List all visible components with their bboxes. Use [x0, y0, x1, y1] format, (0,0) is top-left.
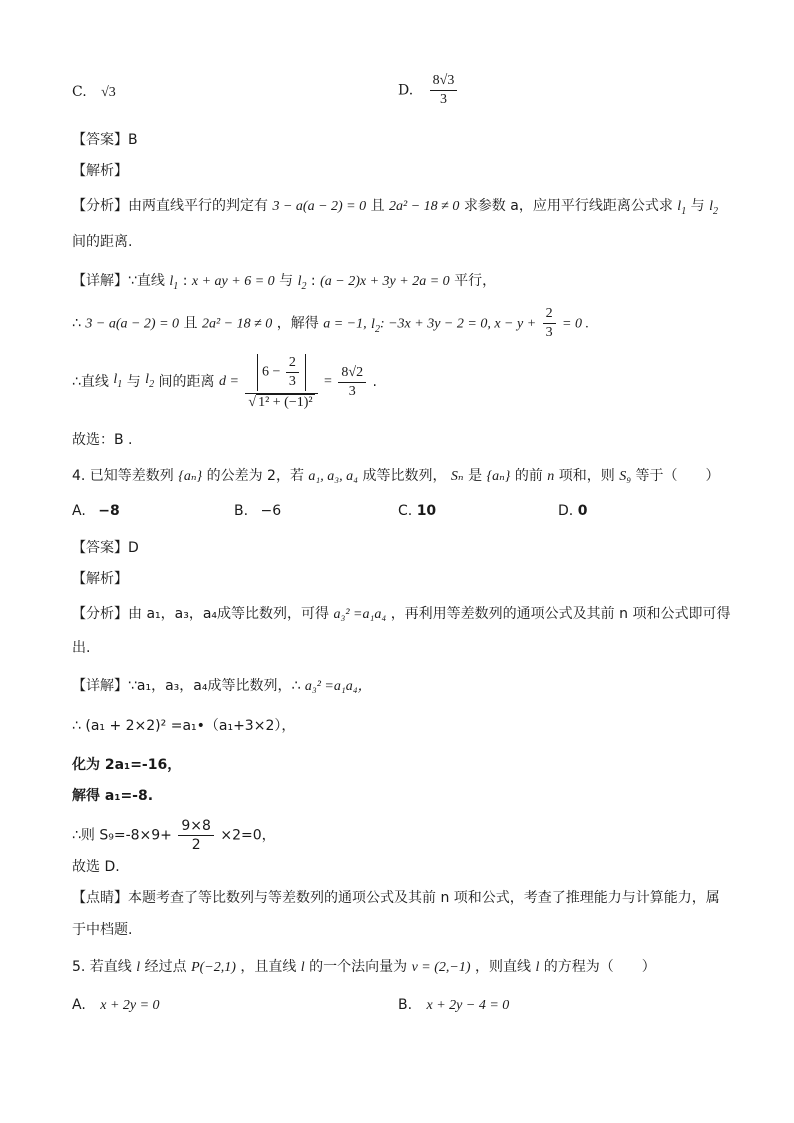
text: ，则直线	[474, 959, 531, 975]
distance-symbol: d =	[218, 374, 239, 389]
q5-stem	[72, 957, 656, 978]
q5-option-b	[398, 997, 509, 1014]
equation: a₃² =a₁a₄，	[304, 679, 372, 694]
option-value: −8	[98, 503, 120, 519]
option-label: D.	[398, 82, 414, 99]
result-fraction	[338, 364, 366, 401]
text: ×2=0，	[220, 827, 276, 844]
text: 且	[370, 198, 385, 214]
text: 项和，则	[558, 468, 615, 484]
line-l1: $l_1$	[113, 371, 123, 390]
equation: 3 − a(a − 2) = 0	[272, 199, 367, 214]
line-symbol: l	[300, 960, 305, 975]
sum-symbol: S₉	[619, 469, 632, 484]
radicand: 1² + (−1)²	[258, 395, 313, 410]
q4-step-4	[72, 817, 276, 854]
q4-option-b	[234, 503, 281, 519]
distance-fraction	[245, 352, 317, 412]
q4-dianjing-cont: 于中档题.	[72, 922, 133, 938]
q4-dianjing: 【点睛】本题考查了等比数列与等差数列的通项公式及其前 n 项和公式，考查了推理能力与计算能力，属	[72, 890, 720, 906]
q4-analysis-heading: 【解析】	[72, 571, 128, 587]
abs-text: 6 −	[262, 364, 281, 380]
equation: : −3x + 3y − 2 = 0, x − y +	[379, 316, 537, 332]
equation: 2a² − 18 ≠ 0	[389, 199, 460, 214]
q4-step-3: 解得 a₁=-8.	[72, 788, 154, 804]
option-value: 10	[416, 503, 437, 519]
q4-fenxi	[72, 604, 730, 625]
fraction-numerator: 8√3	[430, 72, 458, 91]
equation: x + ay + 6 = 0	[191, 274, 275, 289]
option-label: B.	[234, 503, 249, 519]
q4-answer: 【答案】D	[72, 540, 139, 556]
text: 的前	[514, 468, 543, 484]
equation: 2a² − 18 ≠ 0	[201, 316, 273, 332]
option-label: A.	[72, 503, 86, 519]
line-l2: $l_2$	[297, 274, 307, 292]
q3-distance	[72, 352, 377, 412]
fraction-denominator: 3	[545, 325, 553, 340]
period: .	[372, 374, 377, 390]
q4-xiangjie	[72, 676, 372, 697]
q4-option-a	[72, 503, 120, 519]
fraction-numerator: 2	[286, 354, 299, 373]
text: ∴则 S₉=-8×9+	[72, 827, 172, 844]
fraction	[543, 305, 556, 342]
text: 5. 若直线	[72, 959, 132, 975]
q4-choice: 故选 D.	[72, 859, 120, 875]
fraction-denominator: 3	[288, 374, 296, 389]
text: 且	[183, 315, 198, 332]
line-symbol: l	[535, 960, 540, 975]
sum-symbol: Sₙ	[450, 469, 464, 484]
q3-fenxi	[72, 196, 718, 222]
q3-option-c	[72, 84, 116, 101]
fraction-numerator: 9×8	[178, 817, 214, 836]
text: 【详解】∵a₁，a₃，a₄成等比数列，∴	[72, 678, 301, 694]
text: ，且直线	[240, 959, 297, 975]
text: 与	[279, 273, 294, 289]
q3-choice: 故选：B .	[72, 432, 133, 448]
equation: 3 − a(a − 2) = 0	[85, 316, 180, 332]
point: P(−2,1)	[191, 960, 236, 975]
n-symbol: n	[547, 469, 555, 484]
text: 间的距离	[158, 374, 215, 390]
fraction-denominator: 2	[191, 837, 201, 853]
text: 平行，	[454, 273, 497, 289]
option-label: C.	[72, 84, 87, 100]
normal-vector: v = (2,−1)	[411, 960, 471, 975]
fraction-denominator	[245, 394, 317, 412]
text: 等于（ ）	[635, 468, 720, 484]
q3-therefore	[72, 305, 589, 342]
option-value: 0	[577, 503, 588, 519]
text: 与	[690, 198, 705, 214]
line-l2: $l_2$	[145, 371, 155, 390]
text: ∴直线	[72, 374, 109, 390]
text: 与	[126, 374, 141, 390]
text: 成等比数列，	[362, 468, 447, 484]
sequence: {aₙ}	[486, 469, 511, 484]
q4-option-d	[558, 503, 587, 519]
text: 求参数 a，应用平行线距离公式求	[463, 198, 673, 214]
therefore-symbol: ∴	[72, 315, 81, 332]
q3-answer: 【答案】B	[72, 132, 138, 148]
text: ，再利用等差数列的通项公式及其前 n 项和公式即可得	[390, 606, 731, 622]
option-value: x + 2y − 4 = 0	[426, 998, 510, 1013]
line-l1: $l_1$	[169, 274, 179, 292]
option-value: √3	[101, 85, 116, 100]
q3-option-d	[398, 72, 459, 109]
inner-fraction	[286, 354, 299, 391]
line-l1: $l_1$	[677, 199, 687, 217]
sqrt: √ 1² + (−1)²	[248, 395, 313, 410]
q4-step-1: ∴ (a₁ + 2×2)² =a₁•（a₁+3×2），	[72, 718, 296, 734]
q3-xiangjie: 【详解】∵直线 $l_1$ : x + ay + 6 = 0 与 $l_2$ : (a − 2)x + 3y + 2a = 0 平行，	[72, 273, 497, 292]
line-l2: $l_2$	[371, 316, 380, 335]
text: 【分析】由 a₁，a₃，a₄成等比数列，可得	[72, 606, 330, 622]
option-label: D.	[558, 503, 574, 519]
q4-step-2: 化为 2a₁=-16，	[72, 757, 182, 773]
q4-stem	[72, 466, 720, 487]
line-l2: $l_2$	[709, 199, 718, 217]
text: 4. 已知等差数列	[72, 468, 174, 484]
option-value: −6	[260, 503, 282, 519]
equals: =	[324, 374, 332, 389]
option-label: A.	[72, 997, 86, 1013]
fraction-numerator: 8√2	[338, 364, 366, 383]
option-label: C.	[398, 503, 413, 519]
q4-option-c	[398, 503, 436, 519]
text: 经过点	[144, 959, 187, 975]
line-symbol: l	[136, 960, 141, 975]
text: 的公差为 2，若	[206, 468, 304, 484]
option-value: x + 2y = 0	[100, 998, 160, 1013]
fraction	[178, 817, 214, 854]
equation: a₃² =a₁a₄	[333, 607, 387, 622]
q5-option-a	[72, 997, 160, 1014]
sequence: {aₙ}	[178, 469, 203, 484]
fraction-numerator: 2	[543, 305, 556, 324]
fraction-denominator: 3	[348, 383, 356, 399]
text: 的方程为（ ）	[543, 959, 656, 975]
terms: a₁, a₃, a₄	[308, 469, 359, 484]
absolute-value	[257, 354, 306, 391]
option-fraction	[430, 72, 458, 109]
text: 【详解】∵直线	[72, 273, 165, 289]
q3-analysis-heading: 【解析】	[72, 163, 128, 179]
q4-fenxi-cont: 出.	[72, 640, 91, 656]
fraction-denominator: 3	[439, 92, 447, 107]
text: 的一个法向量为	[309, 959, 408, 975]
text: 是	[468, 468, 483, 484]
text: ，解得	[276, 315, 319, 332]
fraction-numerator	[245, 352, 317, 394]
equation: (a − 2)x + 3y + 2a = 0	[320, 274, 450, 289]
q3-fenxi-cont: 间的距离.	[72, 234, 133, 250]
option-label: B.	[398, 997, 413, 1013]
equation: = 0 .	[562, 316, 589, 332]
equation: a = −1,	[323, 316, 367, 332]
text: 【分析】由两直线平行的判定有	[72, 198, 268, 214]
